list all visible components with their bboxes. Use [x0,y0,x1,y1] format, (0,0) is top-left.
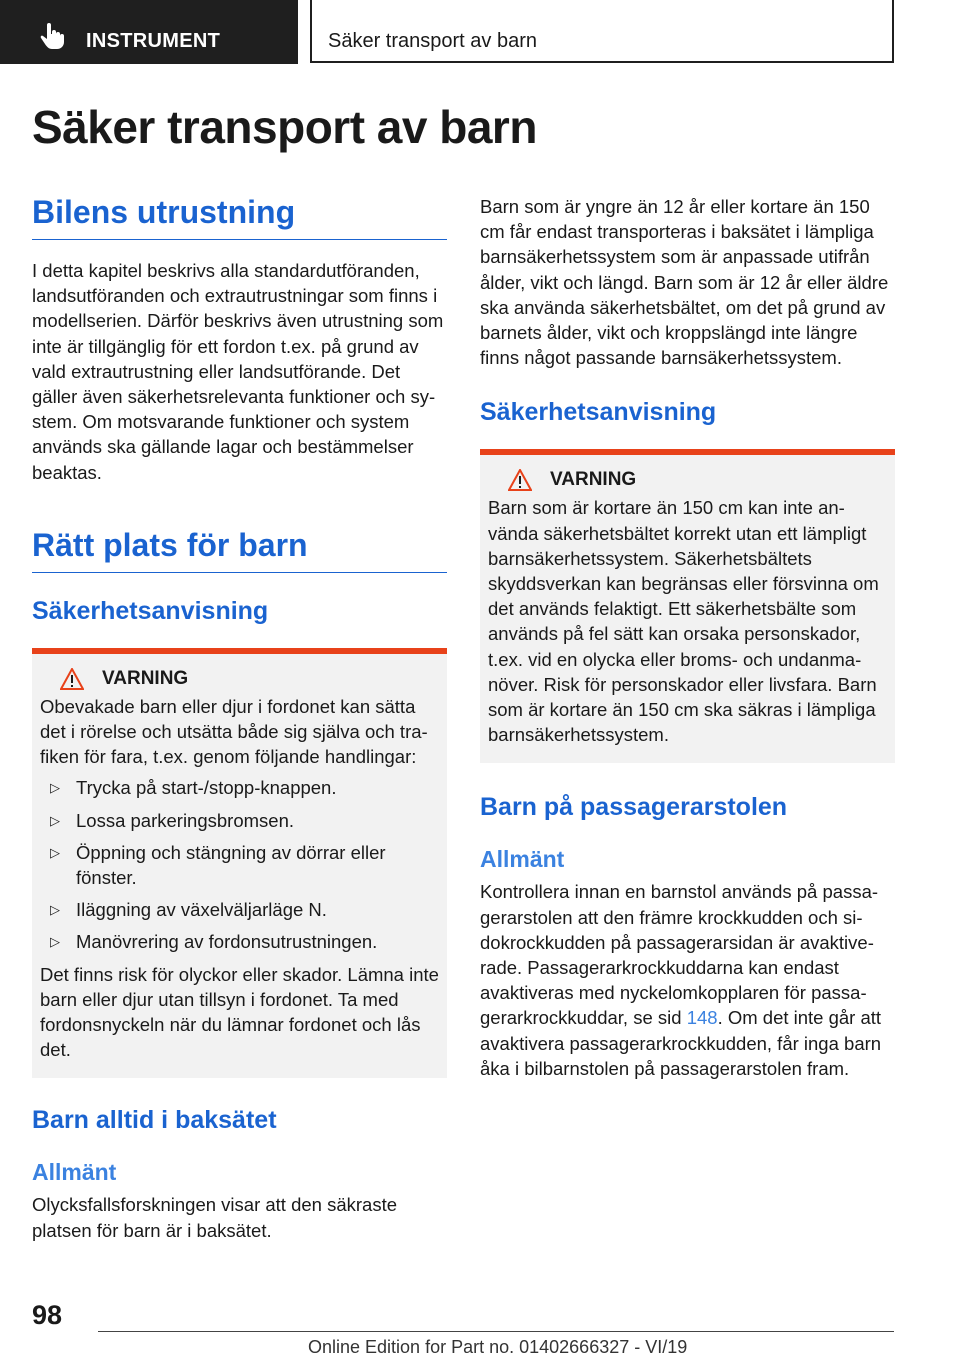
footer-edition: Online Edition for Part no. 01402666327 - VI/19 [308,1337,688,1357]
heading-safety-right: Säkerhetsanvisning [480,398,717,427]
list-item: ▷ Iläggning av växelväljarläge N. [40,897,439,922]
left-column [32,194,447,1243]
bullet-triangle-icon: ▷ [50,844,60,860]
bullet-triangle-icon: ▷ [50,780,60,796]
list-item: ▷ Lossa parkeringsbromsen. [40,808,439,833]
warning-intro: Obevakade barn eller djur i fordonet kan sätta det i rörelse och utsätta både sig själva och trafiken för fara, t.ex. genom följande handlingar: [40,695,428,768]
warning-box-right [480,449,895,763]
hand-pointer-icon [38,22,66,50]
page-title: Säker transport av barn [32,101,537,153]
warning-outro: Det finns risk för olyckor eller skador. Lämna inte barn eller djur utan tillsyn i fordonet. Ta med fordonsnyckeln när du lämnar fordonet och lås det. [40,963,439,1061]
section-tab[interactable] [0,0,298,64]
heading-passenger-seat: Barn på passagerarstolen [480,793,788,822]
breadcrumb [310,0,894,63]
warning-label: VARNING [550,469,637,491]
heading-general-right: Allmänt [480,846,565,873]
breadcrumb-text: Säker transport av barn [328,30,537,52]
warning-label: VARNING [102,667,189,689]
warning-triangle-icon [60,668,84,690]
bullet-triangle-icon: ▷ [50,902,60,918]
warning-triangle-icon [508,469,532,491]
warning-list [40,775,439,954]
section-label: INSTRUMENT [86,30,221,52]
warning-box-left [32,648,447,1079]
bullet-triangle-icon: ▷ [50,934,60,950]
bullet-triangle-icon: ▷ [50,812,60,828]
paragraph-equipment: I detta kapitel beskrivs alla standardutföranden, landsutföranden och extrautrustningar som finns i modellserien. Därför beskrivs även utrustning som inte är tillgänglig för ett fordon t.ex. på grund av vald extrautrustning eller landsutförande. Det gäller även säkerhetsrelevanta funktioner och system. Om motsvarande funktioner och system används ska gällande lagar och bestämmelser beaktas. [32,260,444,483]
right-column [480,194,895,1081]
paragraph-age: Barn som är yngre än 12 år eller kortare än 150 cm får endast transporteras i baksätet i lämpliga barnsäkerhetssystem som är anpassade utifrån ålder, vikt och längd. Barn som är 12 år eller äldre ska använda säkerhetsbältet, om det på grund av barnets ålder, vikt och kroppslängd inte längre finns något passande barnsäkerhetssystem. [480,196,889,369]
heading-equipment: Bilens utrustning [32,194,447,240]
paragraph-general-left: Olycksfallsforskningen visar att den säkraste platsen för barn är i baksätet. [32,1194,398,1241]
list-item: ▷ Manövrering av fordonsutrustningen. [40,929,439,954]
heading-rear-seat: Barn alltid i baksätet [32,1106,277,1135]
paragraph-passenger: Kontrollera innan en barnstol används på passagerarstolen att den främre krockkudden och sidokrockkudden på passagerarsidan är avaktiverade. Passagerarkrockkuddarna kan endast avaktiveras med nyckelomkopplaren för passagerarkrockkuddar, se sid 148. Om det inte går att avaktivera passagerarkrockkudden, får inga barn åka i bilbarnstolen på passagerarstolen fram. [480,881,882,1079]
heading-child-place: Rätt plats för barn [32,527,447,573]
page-reference-link[interactable]: 148 [686,1007,718,1029]
warning-text: Barn som är kortare än 150 cm kan inte använda säkerhetsbältet korrekt utan ett lämpligt barnsäkerhetssystem. Säkerhetsbältets skyddsverkan kan begränsas eller försvinna om det används felaktigt. Ett säkerhetsbälte som används på fel sätt kan orsaka personskador, t.ex. vid en olycka eller broms- och undanmanöver. Risk för personskador eller livsfara. Barn som är kortare än 150 cm ska säkras i lämpliga barnsäkerhetssystem. [488,497,879,746]
heading-safety-left: Säkerhetsanvisning [32,596,269,625]
list-item: ▷ Öppning och stängning av dörrar eller fönster. [50,841,386,889]
footer-divider [98,1331,894,1332]
list-item: ▷ Trycka på start-/stopp-knappen. [40,775,439,800]
page-number: 98 [32,1300,63,1330]
heading-general-left: Allmänt [32,1159,117,1186]
